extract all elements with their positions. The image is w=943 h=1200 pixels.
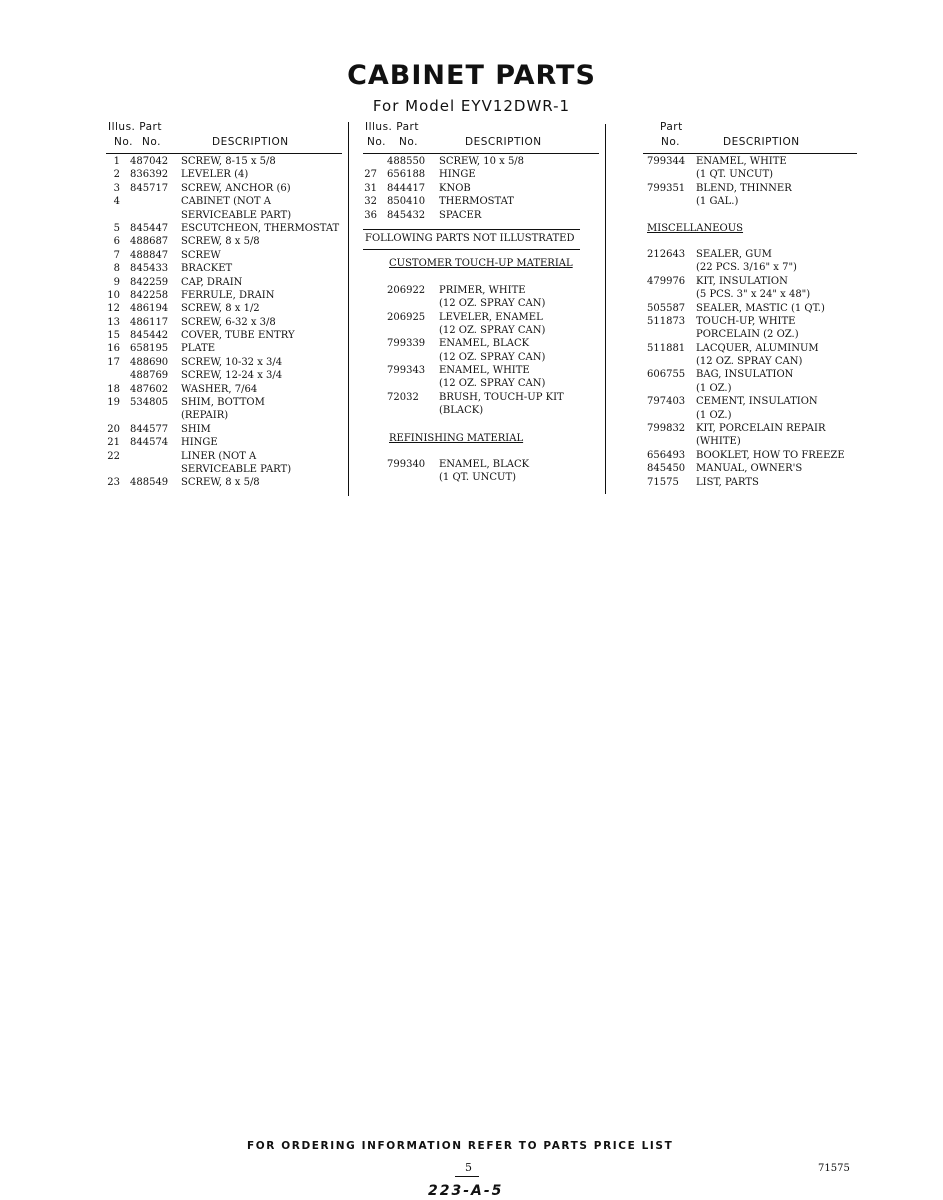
part-description: SCREW, 10-32 x 3/4 bbox=[181, 356, 283, 368]
part-description: (REPAIR) bbox=[181, 410, 229, 422]
parts-list bbox=[106, 155, 342, 490]
part-row bbox=[643, 449, 857, 462]
part-description: KIT, INSULATION bbox=[696, 275, 788, 287]
part-number: 658195 bbox=[130, 343, 169, 355]
touch-up-heading: CUSTOMER TOUCH-UP MATERIAL bbox=[389, 258, 573, 270]
part-row bbox=[643, 462, 857, 475]
part-description: SCREW, 10 x 5/8 bbox=[439, 156, 525, 167]
part-description: SCREW, 12-24 x 3/4 bbox=[181, 370, 283, 382]
description-header: DESCRIPTION bbox=[465, 136, 542, 148]
part-number: 206922 bbox=[387, 284, 426, 296]
part-row bbox=[106, 342, 342, 355]
illus-number: 10 bbox=[107, 289, 120, 301]
part-description: SCREW, 8-15 x 5/8 bbox=[181, 156, 276, 167]
illus-number: 9 bbox=[113, 276, 120, 288]
part-row bbox=[106, 262, 342, 275]
illus-number: 12 bbox=[107, 303, 120, 315]
part-number: 656188 bbox=[387, 169, 426, 181]
part-header: Part bbox=[660, 121, 683, 133]
part-description: SHIM bbox=[181, 423, 211, 435]
page-number-rule bbox=[455, 1176, 479, 1177]
part-row bbox=[643, 382, 857, 395]
part-number: 212643 bbox=[647, 248, 686, 260]
part-description: CABINET (NOT A bbox=[181, 196, 271, 208]
part-number: 845442 bbox=[130, 330, 169, 342]
part-row bbox=[106, 195, 342, 208]
illus-part-header: Illus. Part bbox=[365, 121, 419, 133]
part-row bbox=[106, 369, 342, 382]
part-description: ESCUTCHEON, THERMOSTAT bbox=[181, 222, 340, 234]
part-number: 845717 bbox=[130, 182, 169, 194]
part-description: PRIMER, WHITE bbox=[439, 284, 526, 296]
part-description: (5 PCS. 3" x 24" x 48") bbox=[696, 289, 811, 301]
part-description: SCREW, 8 x 1/2 bbox=[181, 303, 260, 315]
part-description: CEMENT, INSULATION bbox=[696, 396, 818, 408]
part-row bbox=[363, 155, 599, 168]
part-row bbox=[363, 391, 599, 404]
part-row bbox=[363, 168, 599, 181]
description-header: DESCRIPTION bbox=[723, 136, 800, 148]
part-number: 606755 bbox=[647, 369, 686, 381]
part-row bbox=[643, 195, 857, 208]
illus-number: 7 bbox=[113, 249, 120, 261]
refinishing-heading: REFINISHING MATERIAL bbox=[389, 432, 524, 444]
part-number: 534805 bbox=[130, 397, 169, 409]
part-row bbox=[643, 368, 857, 381]
part-number: 206925 bbox=[387, 311, 426, 323]
part-row bbox=[106, 289, 342, 302]
illus-number: 15 bbox=[107, 330, 120, 342]
part-description: SHIM, BOTTOM bbox=[181, 397, 265, 409]
part-row bbox=[106, 209, 342, 222]
part-row bbox=[643, 476, 857, 489]
column-header bbox=[363, 121, 599, 154]
illus-number: 31 bbox=[364, 182, 377, 194]
parts-list bbox=[363, 155, 599, 222]
part-row bbox=[363, 209, 599, 222]
part-row bbox=[363, 311, 599, 324]
refinishing-list bbox=[363, 458, 599, 485]
part-row bbox=[643, 288, 857, 301]
part-number: 845450 bbox=[647, 463, 686, 475]
part-number: 844577 bbox=[130, 423, 169, 435]
part-description: SEALER, GUM bbox=[696, 248, 772, 260]
miscellaneous-list bbox=[643, 248, 857, 489]
part-row bbox=[643, 155, 857, 168]
part-description: PORCELAIN (2 OZ.) bbox=[696, 329, 799, 341]
part-description: (1 QT. UNCUT) bbox=[439, 472, 517, 484]
part-row bbox=[106, 383, 342, 396]
part-number: 71575 bbox=[647, 476, 679, 488]
part-description: BRUSH, TOUCH-UP KIT bbox=[439, 391, 564, 403]
part-description: BRACKET bbox=[181, 263, 233, 275]
part-description: (22 PCS. 3/16" x 7") bbox=[696, 262, 797, 274]
part-description: (1 QT. UNCUT) bbox=[696, 169, 774, 181]
part-description: TOUCH-UP, WHITE bbox=[696, 315, 796, 327]
illus-number: 18 bbox=[107, 383, 120, 395]
illus-number: 2 bbox=[113, 169, 120, 181]
part-description: MANUAL, OWNER'S bbox=[696, 463, 803, 475]
part-description: ENAMEL, WHITE bbox=[696, 156, 787, 167]
part-description: (WHITE) bbox=[696, 436, 741, 448]
page-title: CABINET PARTS bbox=[347, 60, 596, 91]
illus-number: 32 bbox=[364, 196, 377, 208]
part-row bbox=[363, 284, 599, 297]
part-row bbox=[106, 249, 342, 262]
part-number: 844574 bbox=[130, 437, 169, 449]
column-divider bbox=[605, 124, 606, 494]
part-description: KNOB bbox=[439, 182, 471, 194]
illus-number: 16 bbox=[107, 343, 120, 355]
part-number: 505587 bbox=[647, 302, 686, 314]
part-number: 844417 bbox=[387, 182, 426, 194]
part-row bbox=[363, 404, 599, 417]
part-description: SCREW, 6-32 x 3/8 bbox=[181, 316, 276, 328]
part-description: WASHER, 7/64 bbox=[181, 383, 258, 395]
part-description: ENAMEL, WHITE bbox=[439, 365, 530, 377]
part-row bbox=[106, 423, 342, 436]
part-row bbox=[643, 315, 857, 328]
column-divider bbox=[348, 122, 349, 496]
part-row bbox=[643, 342, 857, 355]
part-number: 486194 bbox=[130, 303, 169, 315]
part-row bbox=[106, 356, 342, 369]
document-code: 71575 bbox=[818, 1163, 850, 1174]
part-description: BOOKLET, HOW TO FREEZE bbox=[696, 449, 845, 461]
illus-number: 19 bbox=[107, 397, 120, 409]
part-description: FERRULE, DRAIN bbox=[181, 289, 275, 301]
part-row bbox=[643, 168, 857, 181]
illus-number: 1 bbox=[113, 156, 120, 167]
part-description: ENAMEL, BLACK bbox=[439, 459, 530, 471]
illus-number: 6 bbox=[113, 236, 120, 248]
part-row bbox=[106, 329, 342, 342]
part-row bbox=[643, 422, 857, 435]
part-row bbox=[363, 458, 599, 471]
part-number: 845432 bbox=[387, 209, 426, 221]
part-description: PLATE bbox=[181, 343, 216, 355]
part-row bbox=[643, 355, 857, 368]
part-row bbox=[106, 396, 342, 409]
illus-number: 23 bbox=[107, 477, 120, 489]
part-description: KIT, PORCELAIN REPAIR bbox=[696, 423, 826, 435]
illus-number: 17 bbox=[107, 356, 120, 368]
part-number: 488550 bbox=[387, 156, 426, 167]
part-description: (12 OZ. SPRAY CAN) bbox=[439, 351, 546, 363]
part-row bbox=[363, 182, 599, 195]
part-row bbox=[106, 450, 342, 463]
part-description: SEALER, MASTIC (1 QT.) bbox=[696, 302, 825, 314]
parts-list bbox=[643, 155, 857, 209]
illus-number: 3 bbox=[113, 182, 120, 194]
part-row bbox=[643, 409, 857, 422]
part-description: (12 OZ. SPRAY CAN) bbox=[696, 356, 803, 368]
part-description: BAG, INSULATION bbox=[696, 369, 794, 381]
part-row bbox=[363, 364, 599, 377]
part-number: 799340 bbox=[387, 459, 426, 471]
part-number: 842259 bbox=[130, 276, 169, 288]
part-row bbox=[643, 395, 857, 408]
part-row bbox=[643, 302, 857, 315]
illus-part-header: Illus. Part bbox=[108, 121, 162, 133]
part-row bbox=[643, 182, 857, 195]
part-row bbox=[106, 222, 342, 235]
part-description: HINGE bbox=[439, 169, 476, 181]
handwritten-note: 223-A-5 bbox=[428, 1183, 504, 1199]
illus-number: 8 bbox=[113, 263, 120, 275]
part-description: (1 OZ.) bbox=[696, 382, 732, 394]
part-number: 799343 bbox=[387, 365, 426, 377]
part-row bbox=[106, 235, 342, 248]
part-number: 799344 bbox=[647, 156, 686, 167]
part-row bbox=[106, 463, 342, 476]
illus-number: 5 bbox=[113, 222, 120, 234]
part-number: 488549 bbox=[130, 477, 169, 489]
description-header: DESCRIPTION bbox=[212, 136, 289, 148]
part-number: 850410 bbox=[387, 196, 426, 208]
part-number: 511873 bbox=[647, 315, 686, 327]
part-row bbox=[106, 155, 342, 168]
touch-up-list bbox=[363, 284, 599, 418]
part-description: (1 GAL.) bbox=[696, 196, 739, 208]
not-illustrated-heading: FOLLOWING PARTS NOT ILLUSTRATED bbox=[365, 232, 575, 244]
section-rule bbox=[363, 249, 580, 250]
part-row bbox=[643, 248, 857, 261]
part-row bbox=[106, 182, 342, 195]
part-description: SERVICEABLE PART) bbox=[181, 209, 292, 221]
part-number: 797403 bbox=[647, 396, 686, 408]
part-description: SCREW, 8 x 5/8 bbox=[181, 477, 260, 489]
illus-number: 21 bbox=[107, 437, 120, 449]
illus-no-header: No. bbox=[367, 136, 386, 148]
part-row bbox=[106, 302, 342, 315]
part-number: 799832 bbox=[647, 423, 686, 435]
part-row bbox=[643, 261, 857, 274]
part-number: 488690 bbox=[130, 356, 169, 368]
part-number: 488769 bbox=[130, 370, 169, 382]
part-row bbox=[363, 324, 599, 337]
part-number: 799351 bbox=[647, 182, 686, 194]
part-description: ENAMEL, BLACK bbox=[439, 338, 530, 350]
page-number: 5 bbox=[465, 1161, 472, 1174]
part-no-header: No. bbox=[661, 136, 680, 148]
part-no-header: No. bbox=[399, 136, 418, 148]
part-row bbox=[106, 409, 342, 422]
part-number: 479976 bbox=[647, 275, 686, 287]
part-description: SERVICEABLE PART) bbox=[181, 463, 292, 475]
part-row bbox=[643, 275, 857, 288]
part-number: 656493 bbox=[647, 449, 686, 461]
part-row bbox=[106, 316, 342, 329]
part-number: 799339 bbox=[387, 338, 426, 350]
part-description: HINGE bbox=[181, 437, 218, 449]
part-row bbox=[106, 436, 342, 449]
illus-no-header: No. bbox=[114, 136, 133, 148]
model-subtitle: For Model EYV12DWR-1 bbox=[372, 97, 571, 115]
part-row bbox=[106, 476, 342, 489]
part-row bbox=[363, 351, 599, 364]
part-description: LINER (NOT A bbox=[181, 450, 257, 462]
illus-number: 27 bbox=[364, 169, 377, 181]
part-description: SCREW bbox=[181, 249, 221, 261]
part-row bbox=[363, 337, 599, 350]
part-number: 488847 bbox=[130, 249, 169, 261]
part-row bbox=[363, 297, 599, 310]
part-description: SPACER bbox=[439, 209, 482, 221]
parts-column-1 bbox=[106, 121, 342, 490]
part-description: LEVELER, ENAMEL bbox=[439, 311, 543, 323]
part-row bbox=[643, 435, 857, 448]
part-description: (12 OZ. SPRAY CAN) bbox=[439, 298, 546, 310]
part-row bbox=[363, 195, 599, 208]
part-description: COVER, TUBE ENTRY bbox=[181, 330, 295, 342]
part-description: LIST, PARTS bbox=[696, 476, 759, 488]
part-description: LEVELER (4) bbox=[181, 169, 249, 181]
part-description: (12 OZ. SPRAY CAN) bbox=[439, 324, 546, 336]
part-row bbox=[363, 471, 599, 484]
part-number: 487042 bbox=[130, 156, 169, 167]
illus-number: 20 bbox=[107, 423, 120, 435]
part-row bbox=[106, 168, 342, 181]
part-description: (12 OZ. SPRAY CAN) bbox=[439, 378, 546, 390]
part-description: SCREW, 8 x 5/8 bbox=[181, 236, 260, 248]
part-number: 845433 bbox=[130, 263, 169, 275]
part-description: LACQUER, ALUMINUM bbox=[696, 342, 819, 354]
part-row bbox=[643, 328, 857, 341]
parts-column-2 bbox=[363, 121, 599, 485]
part-number: 486117 bbox=[130, 316, 169, 328]
part-row bbox=[363, 377, 599, 390]
part-number: 511881 bbox=[647, 342, 686, 354]
part-description: CAP, DRAIN bbox=[181, 276, 243, 288]
miscellaneous-heading: MISCELLANEOUS bbox=[647, 222, 744, 234]
part-number: 842258 bbox=[130, 289, 169, 301]
section-rule bbox=[363, 229, 580, 230]
part-row bbox=[106, 276, 342, 289]
illus-number: 36 bbox=[364, 209, 377, 221]
illus-number: 4 bbox=[113, 196, 120, 208]
part-no-header: No. bbox=[142, 136, 161, 148]
column-header bbox=[106, 121, 342, 154]
part-description: THERMOSTAT bbox=[439, 196, 514, 208]
part-description: (1 OZ.) bbox=[696, 409, 732, 421]
illus-number: 13 bbox=[107, 316, 120, 328]
part-number: 836392 bbox=[130, 169, 169, 181]
part-description: (BLACK) bbox=[439, 405, 484, 417]
part-number: 72032 bbox=[387, 391, 419, 403]
part-number: 845447 bbox=[130, 222, 169, 234]
part-number: 487602 bbox=[130, 383, 169, 395]
part-number: 488687 bbox=[130, 236, 169, 248]
part-description: SCREW, ANCHOR (6) bbox=[181, 182, 291, 194]
illus-number: 22 bbox=[107, 450, 120, 462]
parts-column-3 bbox=[643, 121, 857, 489]
part-description: BLEND, THINNER bbox=[696, 182, 792, 194]
ordering-footer: FOR ORDERING INFORMATION REFER TO PARTS PRICE LIST bbox=[247, 1140, 674, 1152]
column-header bbox=[643, 121, 857, 154]
